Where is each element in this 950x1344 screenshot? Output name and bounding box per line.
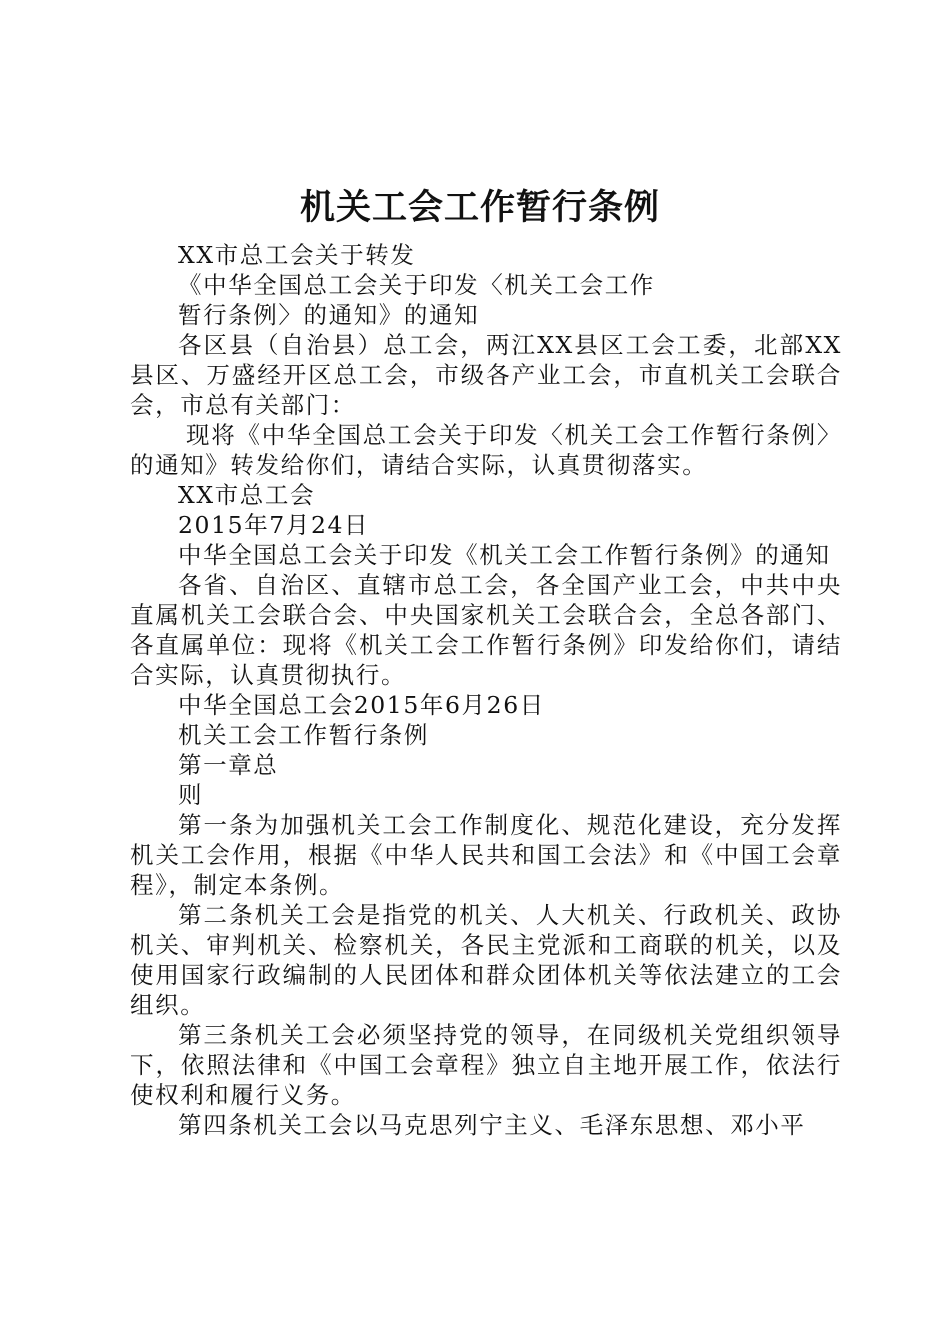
paragraph: 第四条机关工会以马克思列宁主义、毛泽东思想、邓小平 (178, 1111, 806, 1139)
paragraph: 各省、自治区、直辖市总工会，各全国产业工会，中共中央直属机关工会联合会、中央国家机关工会联合会，全总各部门、各直属单位：现将《机关工会工作暂行条例》印发给你们，请结合实际，认真贯彻执行。 (130, 571, 842, 689)
paragraph: 机关工会工作暂行条例 (178, 721, 429, 749)
paragraph: 《中华全国总工会关于印发〈机关工会工作 (178, 271, 655, 299)
document-title: 机关工会工作暂行条例 (299, 187, 660, 228)
paragraph: 2015年7月24日 (178, 511, 370, 539)
paragraph: 第一条为加强机关工会工作制度化、规范化建设，充分发挥机关工会作用，根据《中华人民共和国工会法》和《中国工会章程》，制定本条例。 (130, 811, 842, 899)
paragraph: 第三条机关工会必须坚持党的领导，在同级机关党组织领导下，依照法律和《中国工会章程》独立自主地开展工作，依法行使权利和履行义务。 (130, 1021, 842, 1109)
document-body (130, 240, 842, 1140)
paragraph: XX市总工会 (178, 481, 316, 509)
paragraph: 中华全国总工会关于印发《机关工会工作暂行条例》的通知 (178, 541, 831, 569)
paragraph: 中华全国总工会2015年6月26日 (178, 691, 545, 719)
paragraph: XX市总工会关于转发 (178, 241, 416, 269)
paragraph: 现将《中华全国总工会关于印发〈机关工会工作暂行条例〉的通知》转发给你们，请结合实际，认真贯彻落实。 (130, 421, 842, 479)
paragraph: 则 (178, 781, 204, 809)
paragraph: 第一章总 (178, 751, 279, 779)
paragraph: 暂行条例〉的通知》的通知 (178, 301, 480, 329)
paragraph: 各区县（自治县）总工会，两江XX县区工会工委，北部XX县区、万盛经开区总工会，市级各产业工会，市直机关工会联合会，市总有关部门： (130, 331, 842, 419)
paragraph: 第二条机关工会是指党的机关、人大机关、行政机关、政协机关、审判机关、检察机关，各民主党派和工商联的机关，以及使用国家行政编制的人民团体和群众团体机关等依法建立的工会组织。 (130, 901, 842, 1019)
